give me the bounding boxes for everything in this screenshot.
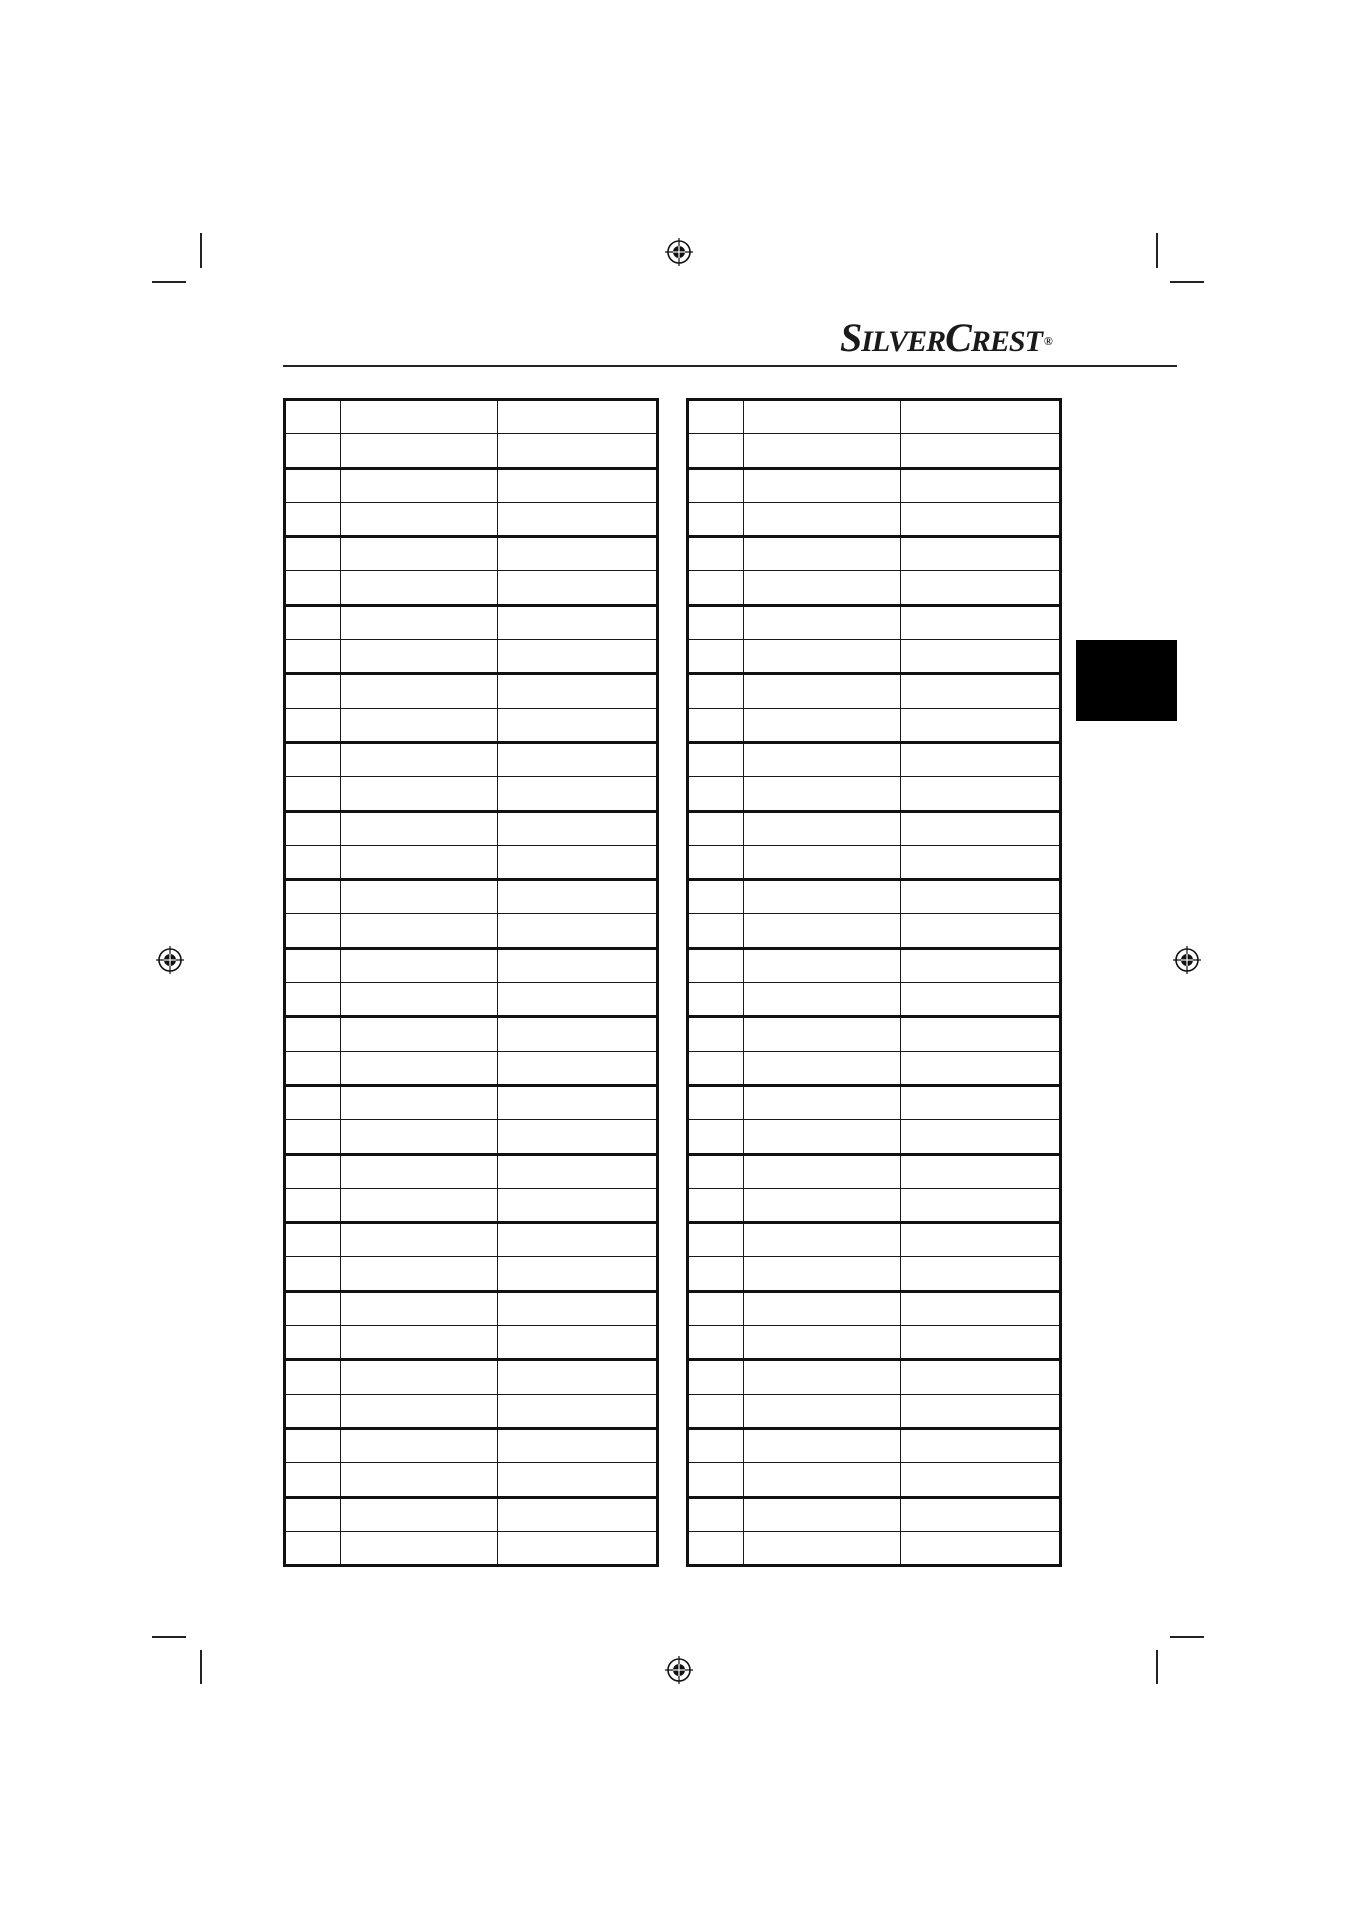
table-cell (744, 1360, 901, 1394)
table-cell (341, 537, 498, 571)
table-cell (744, 1154, 901, 1188)
table-row (285, 1326, 658, 1360)
table-cell (341, 983, 498, 1017)
table-cell (688, 708, 744, 742)
table-cell (901, 1017, 1061, 1051)
table-row (688, 777, 1061, 811)
table-cell (285, 1428, 341, 1462)
table-cell (285, 1394, 341, 1428)
table-cell (688, 674, 744, 708)
table-cell (498, 640, 658, 674)
table-cell (341, 948, 498, 982)
table-cell (285, 434, 341, 468)
table-cell (285, 1531, 341, 1565)
table-cell (341, 914, 498, 948)
table-cell (498, 1326, 658, 1360)
table-cell (341, 605, 498, 639)
table-row (285, 1085, 658, 1119)
table-cell (901, 674, 1061, 708)
table-cell (498, 674, 658, 708)
table-cell (744, 1291, 901, 1325)
blank-table-left (283, 398, 659, 1567)
table-cell (901, 400, 1061, 434)
table-cell (285, 777, 341, 811)
table-row (688, 537, 1061, 571)
logo-letter: S (840, 315, 862, 360)
table-cell (901, 537, 1061, 571)
table-cell (744, 811, 901, 845)
table-cell (744, 845, 901, 879)
table-row (688, 1291, 1061, 1325)
table-cell (498, 1120, 658, 1154)
table-cell (498, 1497, 658, 1531)
table-cell (901, 1463, 1061, 1497)
table-cell (341, 1531, 498, 1565)
table-row (285, 1497, 658, 1531)
table-cell (744, 1531, 901, 1565)
table-cell (285, 502, 341, 536)
table-cell (901, 1188, 1061, 1222)
table-cell (901, 1051, 1061, 1085)
table-row (285, 1017, 658, 1051)
table-cell (688, 537, 744, 571)
table-cell (901, 914, 1061, 948)
table-row (285, 1154, 658, 1188)
logo-letter: C (945, 315, 971, 360)
table-row (688, 1051, 1061, 1085)
table-cell (901, 1120, 1061, 1154)
table-cell (688, 1154, 744, 1188)
table-row (285, 605, 658, 639)
table-cell (688, 1257, 744, 1291)
table-cell (498, 1085, 658, 1119)
table-cell (498, 708, 658, 742)
table-row (688, 571, 1061, 605)
table-cell (901, 605, 1061, 639)
table-row (285, 1188, 658, 1222)
table-cell (285, 1291, 341, 1325)
table-row (285, 1531, 658, 1565)
table-cell (285, 742, 341, 776)
table-row (285, 1120, 658, 1154)
table-cell (744, 400, 901, 434)
table-cell (341, 1017, 498, 1051)
table-row (285, 708, 658, 742)
table-row (285, 468, 658, 502)
crop-mark-bottom-left-vertical (200, 1650, 202, 1684)
table-row (688, 1360, 1061, 1394)
table-cell (688, 1085, 744, 1119)
table-cell (744, 502, 901, 536)
logo-letter: REST (970, 325, 1042, 358)
table-cell (901, 640, 1061, 674)
table-cell (688, 1394, 744, 1428)
table-cell (744, 1085, 901, 1119)
table-cell (688, 1120, 744, 1154)
table-cell (498, 400, 658, 434)
table-cell (341, 1051, 498, 1085)
table-row (688, 1394, 1061, 1428)
table-cell (901, 1326, 1061, 1360)
section-tab (1076, 640, 1177, 721)
table-cell (688, 811, 744, 845)
table-cell (285, 914, 341, 948)
table-cell (688, 640, 744, 674)
table-cell (498, 1188, 658, 1222)
table-cell (688, 1360, 744, 1394)
registered-trademark: ® (1043, 333, 1052, 348)
table-row (285, 434, 658, 468)
table-row (688, 1188, 1061, 1222)
table-cell (688, 983, 744, 1017)
table-cell (341, 845, 498, 879)
table-cell (341, 1223, 498, 1257)
registration-mark-icon (155, 945, 185, 975)
table-cell (744, 640, 901, 674)
table-cell (901, 468, 1061, 502)
table-row (285, 640, 658, 674)
table-cell (285, 1085, 341, 1119)
table-cell (901, 880, 1061, 914)
table-cell (498, 605, 658, 639)
table-cell (498, 845, 658, 879)
table-cell (744, 571, 901, 605)
table-cell (285, 1188, 341, 1222)
crop-mark-bottom-right-vertical (1156, 1650, 1158, 1684)
table-row (688, 1463, 1061, 1497)
table-cell (901, 1223, 1061, 1257)
table-cell (285, 468, 341, 502)
table-cell (744, 948, 901, 982)
table-cell (744, 1497, 901, 1531)
table-cell (744, 468, 901, 502)
table-cell (744, 1257, 901, 1291)
table-cell (498, 1463, 658, 1497)
table-cell (744, 1394, 901, 1428)
table-cell (341, 777, 498, 811)
table-cell (341, 1188, 498, 1222)
table-row (688, 1085, 1061, 1119)
table-cell (498, 1223, 658, 1257)
table-row (285, 880, 658, 914)
table-cell (341, 1360, 498, 1394)
table-cell (688, 777, 744, 811)
table-cell (688, 742, 744, 776)
table-row (285, 845, 658, 879)
table-cell (341, 1428, 498, 1462)
table-cell (498, 1360, 658, 1394)
table-row (285, 914, 658, 948)
table-cell (744, 1017, 901, 1051)
table-cell (901, 434, 1061, 468)
table-row (688, 1428, 1061, 1462)
table-cell (341, 811, 498, 845)
table-cell (341, 1394, 498, 1428)
table-cell (285, 948, 341, 982)
table-row (688, 1017, 1061, 1051)
crop-mark-top-right-horizontal (1170, 281, 1204, 283)
table-cell (688, 1497, 744, 1531)
table-row (285, 1463, 658, 1497)
table-cell (901, 1291, 1061, 1325)
table-cell (744, 674, 901, 708)
table-cell (901, 1257, 1061, 1291)
table-cell (285, 1497, 341, 1531)
table-cell (498, 434, 658, 468)
table-cell (285, 537, 341, 571)
table-cell (901, 1394, 1061, 1428)
table-cell (341, 640, 498, 674)
table-cell (285, 1051, 341, 1085)
table-cell (498, 777, 658, 811)
table-cell (744, 1463, 901, 1497)
table-cell (285, 605, 341, 639)
table-cell (341, 1463, 498, 1497)
table-row (688, 400, 1061, 434)
table-cell (688, 1291, 744, 1325)
table-row (285, 1360, 658, 1394)
table-row (688, 502, 1061, 536)
table-row (285, 502, 658, 536)
table-cell (901, 1360, 1061, 1394)
table-cell (688, 1326, 744, 1360)
table-cell (498, 1154, 658, 1188)
table-cell (285, 880, 341, 914)
table-cell (498, 1394, 658, 1428)
table-row (285, 948, 658, 982)
table-cell (688, 434, 744, 468)
table-row (285, 1291, 658, 1325)
table-row (688, 742, 1061, 776)
table-cell (285, 1223, 341, 1257)
table-cell (744, 742, 901, 776)
table-cell (901, 1497, 1061, 1531)
registration-mark-icon (664, 1655, 694, 1685)
table-cell (341, 434, 498, 468)
table-row (285, 1223, 658, 1257)
table-cell (498, 914, 658, 948)
table-cell (901, 1531, 1061, 1565)
table-cell (901, 1154, 1061, 1188)
table-cell (285, 845, 341, 879)
registration-mark-icon (1172, 945, 1202, 975)
table-row (688, 1497, 1061, 1531)
table-cell (498, 571, 658, 605)
table-cell (688, 605, 744, 639)
table-row (688, 948, 1061, 982)
table-cell (285, 1326, 341, 1360)
table-cell (901, 811, 1061, 845)
table-cell (285, 1360, 341, 1394)
table-cell (341, 1257, 498, 1291)
table-row (285, 1051, 658, 1085)
table-cell (744, 880, 901, 914)
table-cell (341, 708, 498, 742)
table-cell (688, 948, 744, 982)
table-cell (285, 400, 341, 434)
table-cell (498, 502, 658, 536)
table-cell (341, 1154, 498, 1188)
table-row (688, 468, 1061, 502)
table-cell (285, 983, 341, 1017)
table-cell (901, 1428, 1061, 1462)
table-cell (341, 1291, 498, 1325)
table-cell (498, 880, 658, 914)
table-cell (498, 1051, 658, 1085)
table-cell (744, 1326, 901, 1360)
table-cell (901, 1085, 1061, 1119)
logo-letter: ILVER (861, 325, 946, 358)
table-cell (901, 708, 1061, 742)
table-cell (901, 502, 1061, 536)
table-cell (901, 742, 1061, 776)
table-cell (285, 1257, 341, 1291)
table-cell (285, 1017, 341, 1051)
table-cell (341, 742, 498, 776)
table-row (688, 880, 1061, 914)
table-cell (688, 1223, 744, 1257)
table-cell (901, 948, 1061, 982)
table-row (688, 708, 1061, 742)
table-cell (901, 777, 1061, 811)
table-cell (341, 502, 498, 536)
table-row (688, 1531, 1061, 1565)
table-row (688, 811, 1061, 845)
crop-mark-top-left-vertical (200, 233, 202, 268)
table-cell (688, 1017, 744, 1051)
table-cell (341, 674, 498, 708)
table-cell (688, 571, 744, 605)
table-cell (688, 1188, 744, 1222)
table-cell (498, 948, 658, 982)
table-cell (688, 502, 744, 536)
table-cell (688, 1051, 744, 1085)
table-cell (744, 1051, 901, 1085)
crop-mark-top-right-vertical (1156, 233, 1158, 268)
table-cell (498, 537, 658, 571)
table-cell (498, 1428, 658, 1462)
table-row (688, 983, 1061, 1017)
table-cell (688, 1531, 744, 1565)
table-cell (498, 742, 658, 776)
table-row (688, 1223, 1061, 1257)
table-row (688, 845, 1061, 879)
table-row (285, 571, 658, 605)
table-cell (341, 1085, 498, 1119)
table-row (285, 537, 658, 571)
table-row (285, 674, 658, 708)
table-cell (341, 1326, 498, 1360)
table-cell (498, 468, 658, 502)
table-cell (341, 571, 498, 605)
table-row (688, 605, 1061, 639)
table-cell (744, 434, 901, 468)
table-cell (744, 1188, 901, 1222)
table-cell (285, 571, 341, 605)
table-cell (285, 640, 341, 674)
table-cell (498, 1531, 658, 1565)
table-row (688, 1154, 1061, 1188)
table-cell (285, 674, 341, 708)
table-cell (744, 777, 901, 811)
table-row (285, 1394, 658, 1428)
table-row (688, 674, 1061, 708)
table-cell (285, 708, 341, 742)
table-cell (744, 983, 901, 1017)
table-cell (341, 400, 498, 434)
table-cell (341, 468, 498, 502)
table-row (285, 777, 658, 811)
table-cell (901, 571, 1061, 605)
table-cell (744, 914, 901, 948)
table-row (285, 742, 658, 776)
table-cell (341, 1497, 498, 1531)
table-row (688, 1326, 1061, 1360)
crop-mark-top-left-horizontal (152, 281, 186, 283)
crop-mark-bottom-left-horizontal (152, 1636, 186, 1638)
table-row (285, 1257, 658, 1291)
table-cell (285, 811, 341, 845)
table-cell (285, 1154, 341, 1188)
table-row (688, 1120, 1061, 1154)
table-cell (744, 1223, 901, 1257)
table-row (688, 434, 1061, 468)
table-row (285, 400, 658, 434)
table-cell (688, 845, 744, 879)
header-rule (283, 365, 1177, 367)
brand-logo (840, 315, 1052, 360)
table-cell (498, 1257, 658, 1291)
table-cell (744, 1120, 901, 1154)
table-cell (285, 1463, 341, 1497)
table-row (688, 1257, 1061, 1291)
table-cell (744, 605, 901, 639)
table-cell (341, 880, 498, 914)
table-cell (688, 880, 744, 914)
table-cell (688, 400, 744, 434)
registration-mark-icon (664, 237, 694, 267)
table-row (285, 983, 658, 1017)
crop-mark-bottom-right-horizontal (1170, 1636, 1204, 1638)
table-row (285, 1428, 658, 1462)
table-cell (744, 708, 901, 742)
table-cell (498, 811, 658, 845)
table-row (285, 811, 658, 845)
table-row (688, 914, 1061, 948)
table-cell (901, 845, 1061, 879)
table-cell (688, 468, 744, 502)
table-cell (688, 914, 744, 948)
table-cell (498, 983, 658, 1017)
table-row (688, 640, 1061, 674)
table-cell (744, 1428, 901, 1462)
table-cell (688, 1463, 744, 1497)
table-cell (498, 1017, 658, 1051)
table-cell (341, 1120, 498, 1154)
table-cell (901, 983, 1061, 1017)
blank-table-right (686, 398, 1062, 1567)
table-cell (285, 1120, 341, 1154)
table-cell (498, 1291, 658, 1325)
table-cell (744, 537, 901, 571)
table-cell (688, 1428, 744, 1462)
